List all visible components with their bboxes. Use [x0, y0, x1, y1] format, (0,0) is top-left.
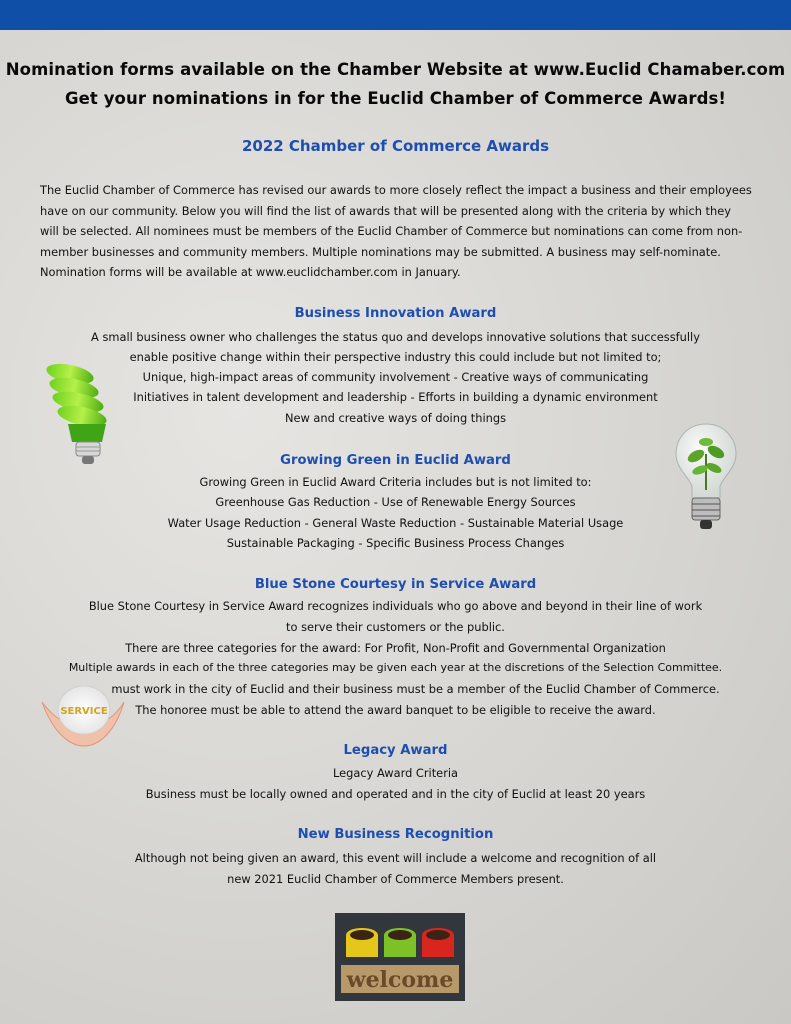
header-line-2: Get your nominations in for the Euclid Chamber of Commerce Awards! [64, 89, 727, 108]
newbiz-line: Although not being given an award, this event will include a welcome and recognition of all [134, 851, 657, 865]
welcome-label: welcome [346, 967, 454, 993]
legacy-line: Legacy Award Criteria [332, 766, 459, 780]
innovation-line: A small business owner who challenges the status quo and develops innovative solutions that successfully [91, 330, 700, 344]
green-heading: Growing Green in Euclid Award [280, 453, 511, 468]
top-color-bar [0, 0, 791, 30]
legacy-heading: Legacy Award [343, 743, 448, 758]
innovation-line: Unique, high-impact areas of community involvement - Creative ways of communicating [142, 370, 649, 384]
innovation-line: Initiatives in talent development and leadership - Efforts in building a dynamic environment [133, 390, 658, 404]
green-bulb-icon [40, 360, 115, 470]
bluestone-line: Multiple awards in each of the three categories may be given each year at the discretions of the Selection Committee. [68, 661, 723, 674]
innovation-heading: Business Innovation Award [294, 306, 497, 321]
innovation-line: enable positive change within their perspective industry this could include but not limited to; [129, 350, 662, 364]
welcome-cups-image [335, 913, 465, 1001]
service-hands-icon [38, 672, 128, 752]
intro-paragraph: The Euclid Chamber of Commerce has revised our awards to more closely reflect the impact a business and their employees have on our community. Below you will find the list of awards that will be presented along with the criteria by which they will be selected. All nominees must be members of the Euclid Chamber of Commerce but nominations can come from non-member businesses and community members. Multiple nominations may be submitted. A business may self-nominate. Nomination forms will be available at www.euclidchamber.com in January. [40, 183, 752, 279]
innovation-line: New and creative ways of doing things [284, 411, 507, 425]
green-line: Growing Green in Euclid Award Criteria includes but is not limited to: [199, 475, 592, 489]
bluestone-line: The honoree must be able to attend the award banquet to be eligible to receive the award. [135, 703, 656, 717]
green-line: Water Usage Reduction - General Waste Reduction - Sustainable Material Usage [167, 516, 624, 530]
bluestone-line: must work in the city of Euclid and their business must be a member of the Euclid Chamber of Commerce. [111, 682, 720, 696]
legacy-line: Business must be locally owned and operated and in the city of Euclid at least 20 years [145, 787, 646, 801]
plant-bulb-icon [672, 420, 740, 535]
green-line: Sustainable Packaging - Specific Business Process Changes [226, 536, 565, 550]
header-line-1: Nomination forms available on the Chamber Website at www.Euclid Chamaber.com [5, 60, 786, 79]
green-line: Greenhouse Gas Reduction - Use of Renewable Energy Sources [215, 495, 576, 509]
newbiz-line: new 2021 Euclid Chamber of Commerce Members present. [227, 872, 564, 886]
bluestone-line: There are three categories for the award: For Profit, Non-Profit and Governmental Organization [125, 641, 666, 655]
bluestone-heading: Blue Stone Courtesy in Service Award [254, 577, 537, 592]
bluestone-line: Blue Stone Courtesy in Service Award recognizes individuals who go above and beyond in their line of work [88, 599, 703, 613]
bluestone-line: to serve their customers or the public. [286, 620, 505, 634]
newbiz-heading: New Business Recognition [297, 827, 494, 842]
service-label: SERVICE [60, 706, 108, 717]
page-title: 2022 Chamber of Commerce Awards [241, 137, 550, 155]
